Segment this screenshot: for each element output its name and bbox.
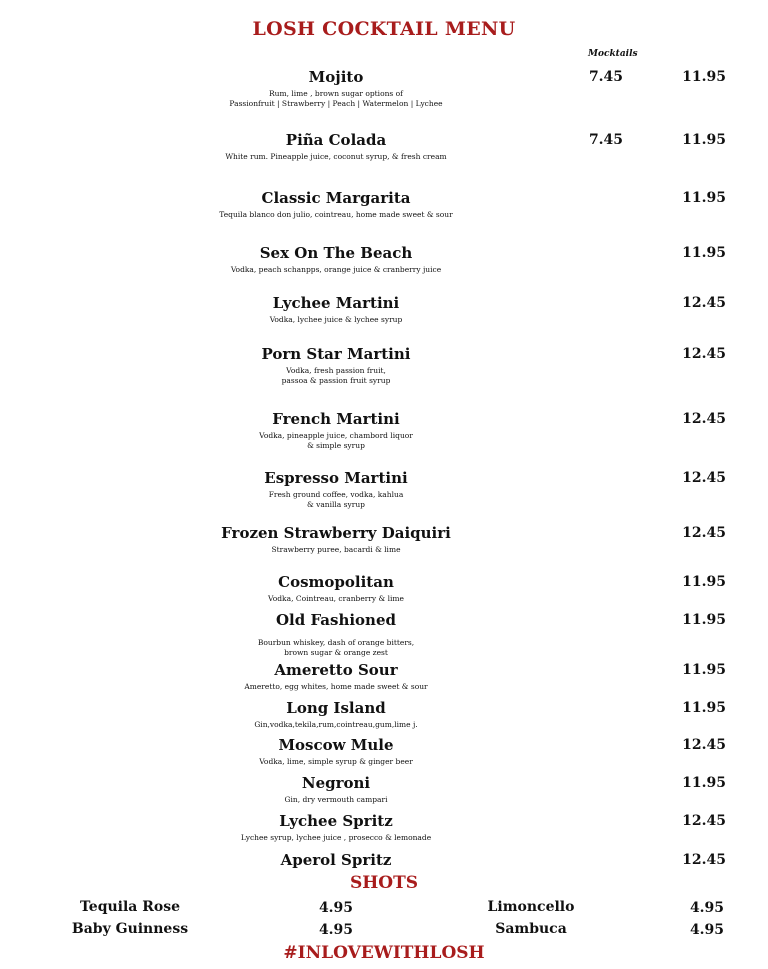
item-price: 11.95 [682, 574, 726, 590]
shot-name: Tequila Rose [79, 899, 181, 915]
item-name: Espresso Martini [264, 469, 408, 487]
item-description: Vodka, peach schanpps, orange juice & cranberry juice [230, 265, 442, 274]
item-price: 11.95 [682, 662, 726, 678]
item-name: Lychee Spritz [279, 812, 393, 830]
item-name: Moscow Mule [278, 736, 394, 754]
item-price: 12.45 [682, 346, 726, 362]
shot-name: Limoncello [487, 899, 575, 915]
item-description: Strawberry puree, bacardi & lime [271, 545, 401, 554]
item-description: White rum. Pineapple juice, coconut syrup, & fresh cream [225, 152, 447, 161]
shot-price: 4.95 [689, 922, 725, 938]
item-price: 12.45 [682, 525, 726, 541]
shots-title: SHOTS [349, 873, 419, 893]
item-description: Lychee syrup, lychee juice , prosecco & lemonade [240, 833, 432, 842]
item-price: 12.45 [682, 411, 726, 427]
item-price: 12.45 [682, 295, 726, 311]
menu-title: LOSH COCKTAIL MENU [252, 18, 516, 40]
item-name: Aperol Spritz [280, 851, 392, 869]
item-name: Ameretto Sour [274, 661, 398, 679]
item-price: 12.45 [682, 470, 726, 486]
item-description: Rum, lime , brown sugar options of Passionfruit | Strawberry | Peach | Watermelon | Lychee [229, 89, 443, 108]
item-name: Long Island [286, 699, 386, 717]
shot-name: Sambuca [495, 921, 567, 937]
item-description: Vodka, pineapple juice, chambord liquor & simple syrup [259, 431, 413, 450]
mocktail-price: 7.45 [588, 69, 624, 85]
item-price: 11.95 [682, 245, 726, 261]
mocktails-column-header: Mocktails [588, 49, 638, 59]
item-price: 12.45 [682, 737, 726, 753]
item-price: 11.95 [682, 612, 726, 628]
item-description: Ameretto, egg whites, home made sweet & sour [244, 682, 428, 691]
item-description: Fresh ground coffee, vodka, kahlua & vanilla syrup [268, 490, 404, 509]
item-description: Vodka, Cointreau, cranberry & lime [268, 594, 404, 603]
item-name: French Martini [272, 410, 400, 428]
item-description: Gin, dry vermouth campari [284, 795, 388, 804]
shot-name: Baby Guinness [71, 921, 189, 937]
item-description: Vodka, lime, simple syrup & ginger beer [259, 757, 413, 766]
item-name: Piña Colada [285, 131, 387, 149]
item-price: 11.95 [682, 700, 726, 716]
item-price: 11.95 [682, 69, 726, 85]
shot-price: 4.95 [318, 922, 354, 938]
item-price: 12.45 [682, 813, 726, 829]
item-description: Gin,vodka,tekila,rum,cointreau,gum,lime j. [254, 720, 418, 729]
item-name: Negroni [301, 774, 371, 792]
item-price: 11.95 [682, 132, 726, 148]
item-price: 11.95 [682, 190, 726, 206]
item-price: 11.95 [682, 775, 726, 791]
item-description: Vodka, lychee juice & lychee syrup [269, 315, 403, 324]
item-name: Porn Star Martini [261, 345, 411, 363]
mocktail-price: 7.45 [588, 132, 624, 148]
item-name: Lychee Martini [272, 294, 400, 312]
item-name: Sex On The Beach [259, 244, 413, 262]
hashtag: #INLOVEWITHLOSH [283, 943, 485, 963]
item-price: 12.45 [682, 852, 726, 868]
item-name: Frozen Strawberry Daiquiri [221, 524, 451, 542]
shot-price: 4.95 [318, 900, 354, 916]
item-description: Vodka, fresh passion fruit, passoa & passion fruit syrup [281, 366, 391, 385]
item-name: Cosmopolitan [278, 573, 394, 591]
item-description: Tequila blanco don julio, cointreau, home made sweet & sour [219, 210, 453, 219]
item-description: Bourbun whiskey, dash of orange bitters, brown sugar & orange zest [257, 638, 415, 657]
item-name: Classic Margarita [261, 189, 411, 207]
shot-price: 4.95 [689, 900, 725, 916]
item-name: Old Fashioned [275, 611, 396, 629]
item-name: Mojito [308, 68, 364, 86]
